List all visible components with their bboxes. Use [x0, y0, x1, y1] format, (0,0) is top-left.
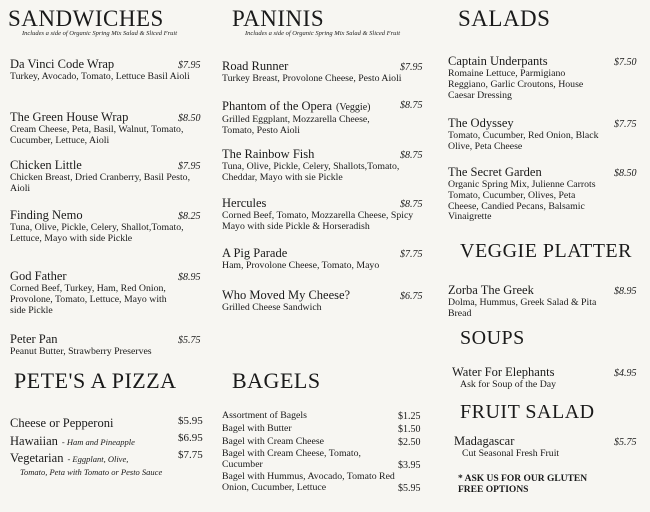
menu-item [448, 54, 606, 101]
item-desc: Peanut Butter, Strawberry Preserves [10, 346, 152, 357]
item-desc: Grilled Eggplant, Mozzarella Cheese, Tomato, Pesto Aioli [222, 114, 370, 136]
veggie-title: VEGGIE PLATTER [460, 240, 632, 262]
item-price: $5.75 [178, 335, 201, 346]
item-price: $8.75 [400, 100, 423, 111]
item-name: Madagascar [454, 434, 515, 448]
menu-item [222, 147, 422, 184]
item-price: $6.95 [178, 432, 203, 444]
bagel-item: Assortment of Bagels [222, 410, 307, 421]
menu-item [448, 116, 618, 153]
sandwiches-title: SANDWICHES [8, 6, 164, 31]
item-price: $1.25 [398, 411, 421, 422]
item-name: Hercules [222, 196, 267, 210]
item-desc: Turkey Breast, Provolone Cheese, Pesto Aioli [222, 73, 402, 84]
menu-item [454, 434, 604, 460]
item-price: $8.50 [178, 113, 201, 124]
item-name: The Odyssey [448, 116, 514, 130]
menu-item [448, 283, 608, 320]
sandwiches-subtitle: Includes a side of Organic Spring Mix Salad & Sliced Fruit [22, 30, 178, 37]
menu-item [10, 449, 195, 477]
item-price: $7.95 [178, 60, 201, 71]
menu-item [448, 165, 608, 223]
menu-item [222, 246, 422, 272]
item-name: Hawaiian [10, 434, 58, 448]
item-price: $8.25 [178, 211, 201, 222]
menu-item [222, 97, 402, 137]
item-name: The Green House Wrap [10, 110, 129, 124]
item-name: Water For Elephants [452, 365, 555, 379]
menu-item [222, 196, 422, 233]
paninis-subtitle: Includes a side of Organic Spring Mix Salad & Sliced Fruit [245, 30, 401, 37]
item-price: $5.95 [178, 415, 203, 427]
item-price: $7.95 [178, 161, 201, 172]
item-desc: Ask for Soup of the Day [460, 379, 557, 390]
item-desc: Grilled Cheese Sandwich [222, 302, 322, 313]
item-desc: Cream Cheese, Peta, Basil, Walnut, Tomato, Cucumber, Lettuce, Aioli [10, 124, 184, 146]
item-name: Who Moved My Cheese? [222, 288, 351, 302]
item-name: Phantom of the Opera [222, 99, 333, 113]
item-price: $8.95 [614, 286, 637, 297]
item-desc: Dolma, Hummus, Greek Salad & Pita Bread [448, 297, 597, 319]
item-desc: Ham, Provolone Cheese, Tomato, Mayo [222, 260, 380, 271]
menu-item [10, 432, 135, 450]
item-desc: Corned Beef, Tomato, Mozzarella Cheese, Spicy Mayo with side Pickle & Horseradish [222, 210, 414, 232]
item-price: $1.50 [398, 424, 421, 435]
menu-item [222, 59, 422, 85]
item-desc: Tuna, Olive, Pickle, Celery, Shallots,Tomato, Cheddar, Mayo with sie Pickle [222, 161, 400, 183]
item-name: Road Runner [222, 59, 289, 73]
bagels-title: BAGELS [232, 368, 321, 393]
item-price: $8.95 [178, 272, 201, 283]
item-name: Captain Underpants [448, 54, 548, 68]
menu-item [222, 288, 422, 314]
item-price: $5.95 [398, 483, 421, 494]
item-name: God Father [10, 269, 67, 283]
menu-item [10, 269, 170, 316]
item-name: Da Vinci Code Wrap [10, 57, 115, 71]
item-name: Cheese or Pepperoni [10, 416, 114, 430]
item-desc: Tomato, Cucumber, Red Onion, Black Olive, Peta Cheese [448, 130, 599, 152]
item-name: The Rainbow Fish [222, 147, 315, 161]
item-desc: Tomato, Peta with Tomato or Pesto Sauce [20, 467, 163, 477]
bagel-item: Bagel with Hummus, Avocado, Tomato Red Onion, Cucumber, Lettuce [222, 471, 395, 493]
item-price: $6.75 [400, 291, 423, 302]
item-desc: Cut Seasonal Fresh Fruit [462, 448, 560, 459]
item-price: $8.75 [400, 199, 423, 210]
item-price: $3.95 [398, 460, 421, 471]
item-desc: Romaine Lettuce, Parmigiano Reggiano, Garlic Croutons, House Caesar Dressing [448, 68, 584, 101]
item-name: Peter Pan [10, 332, 58, 346]
item-desc: Turkey, Avocado, Tomato, Lettuce Basil Aioli [10, 71, 190, 82]
item-name: A Pig Parade [222, 246, 288, 260]
item-extra: - Eggplant, Olive, [67, 454, 129, 464]
bagel-item: Bagel with Cream Cheese [222, 436, 325, 447]
item-name: Vegetarian [10, 451, 64, 465]
item-price: $8.75 [400, 150, 423, 161]
menu-item [10, 158, 195, 195]
item-desc: Tuna, Olive, Pickle, Celery, Shallot,Tomato, Lettuce, Mayo with side Pickle [10, 222, 184, 244]
item-name: Finding Nemo [10, 208, 83, 222]
salads-title: SALADS [458, 6, 551, 31]
bagel-item: Bagel with Butter [222, 423, 292, 434]
item-price: $7.75 [400, 249, 423, 260]
gluten-free-note: * ASK US FOR OUR GLUTEN FREE OPTIONS [458, 474, 588, 495]
item-desc: Chicken Breast, Dried Cranberry, Basil Pesto, Aioli [10, 172, 191, 194]
item-desc: Corned Beef, Turkey, Ham, Red Onion, Provolone, Tomato, Lettuce, Mayo with side Pickle [10, 283, 167, 316]
menu-item [10, 110, 200, 147]
item-desc: Organic Spring Mix, Julienne Carrots Tomato, Cucumber, Olives, Peta Cheese, Candied Pecans, Balsamic Vinaigrette [448, 179, 596, 223]
menu-item [10, 414, 113, 432]
item-price: $7.50 [614, 57, 637, 68]
item-price: $4.95 [614, 368, 637, 379]
bagel-item: Bagel with Cream Cheese, Tomato, Cucumber [222, 448, 361, 470]
item-name: Chicken Little [10, 158, 82, 172]
menu-item [10, 208, 195, 245]
item-price: $5.75 [614, 437, 637, 448]
pizza-title: PETE'S A PIZZA [14, 368, 177, 393]
item-name: Zorba The Greek [448, 283, 534, 297]
item-price: $7.75 [614, 119, 637, 130]
item-price: $2.50 [398, 437, 421, 448]
soups-title: SOUPS [460, 327, 525, 349]
paninis-title: PANINIS [232, 6, 325, 31]
item-price: $7.75 [178, 449, 203, 461]
item-name: The Secret Garden [448, 165, 542, 179]
item-price: $7.95 [400, 62, 423, 73]
menu-item [452, 365, 612, 391]
item-tag: (Veggie) [336, 102, 371, 113]
item-price: $8.50 [614, 168, 637, 179]
item-extra: - Ham and Pineapple [61, 437, 135, 447]
fruit-title: FRUIT SALAD [460, 401, 595, 423]
